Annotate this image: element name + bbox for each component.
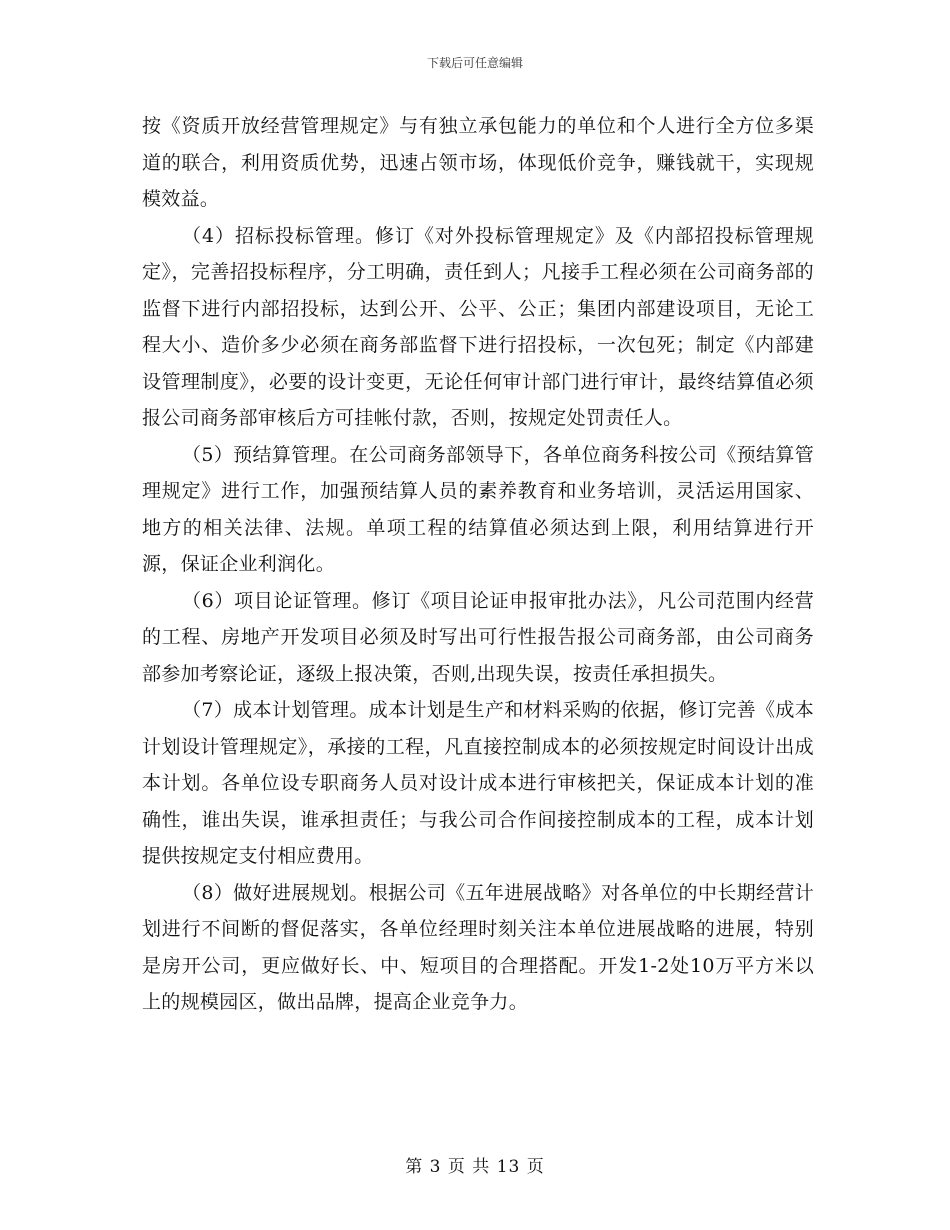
page-header: 下载后可任意编辑 (426, 56, 523, 70)
paragraph-project-evaluation: （6）项目论证管理。修订《项目论证申报审批办法》，凡公司范围内经营的工程、房地产开发项目必须及时写出可行性报告报公司商务部，由公司商务部参加考察论证，逐级上报决策，否则,出现失误，按责任承担损失。 (142, 589, 814, 685)
paragraph-continuation: 按《资质开放经营管理规定》与有独立承包能力的单位和个人进行全方位多渠道的联合，利用资质优势，迅速占领市场，体现低价竞争，赚钱就干，实现规模效益。 (142, 115, 814, 210)
paragraph-bidding-management: （4）招标投标管理。修订《对外投标管理规定》及《内部招投标管理规定》，完善招投标程序，分工明确，责任到人；凡接手工程必须在公司商务部的监督下进行内部招投标，达到公开、公平、公正；集团内部建设项目，无论工程大小、造价多少必须在商务部监督下进行招投标，一次包死；制定《内部建设管理制度》，必要的设计变更，无论任何审计部门进行审计，最终结算值必须报公司商务部审核后方可挂帐付款，否则，按规定处罚责任人。 (142, 224, 814, 429)
paragraph-budget-settlement: （5）预结算管理。在公司商务部领导下，各单位商务科按公司《预结算管理规定》进行工作，加强预结算人员的素养教育和业务培训，灵活运用国家、地方的相关法律、法规。单项工程的结算值必须达到上限，利用结算进行开源，保证企业利润化。 (142, 443, 814, 575)
document-body (142, 108, 814, 1021)
paragraph-cost-planning: （7）成本计划管理。成本计划是生产和材料采购的依据，修订完善《成本计划设计管理规定》，承接的工程，凡直接控制成本的必须按规定时间设计出成本计划。各单位设专职商务人员对设计成本进行审核把关，保证成本计划的准确性，谁出失误，谁承担责任；与我公司合作间接控制成本的工程，成本计划提供按规定支付相应费用。 (142, 699, 814, 867)
page-number-footer: 第 3 页 共 13 页 (405, 1157, 545, 1177)
paragraph-development-planning: （8）做好进展规划。根据公司《五年进展战略》对各单位的中长期经营计划进行不间断的督促落实，各单位经理时刻关注本单位进展战略的进展，特别是房开公司，更应做好长、中、短项目的合理搭配。开发1-2处10万平方米以上的规模园区，做出品牌，提高企业竞争力。 (142, 881, 814, 1013)
